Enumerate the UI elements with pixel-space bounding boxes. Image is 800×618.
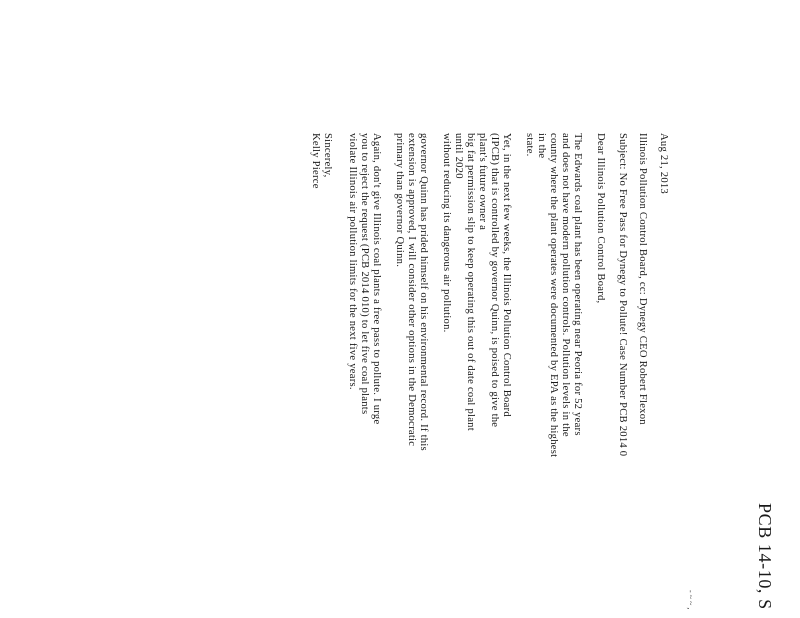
paragraph2-line: without reducing its dangerous air pollution. — [441, 133, 452, 333]
paragraph2-line: until 2020 — [453, 133, 464, 179]
paragraph4-line: Again, don't give Illinois coal plants a free pass to pollute. I urge — [371, 133, 382, 425]
paragraph3-line: primary than governor Quinn. — [394, 133, 405, 268]
letter-signature: Kelly Pierce — [310, 133, 321, 189]
paragraph3-line: extension is approved, I will consider other options in the Democratic — [406, 133, 417, 447]
paragraph1-line: in the — [536, 133, 547, 159]
letter-salutation: Dear Illinois Pollution Control Board, — [595, 133, 606, 304]
letter-closing: Sincerely, — [322, 133, 333, 178]
letter-date: Aug 21, 2013 — [658, 133, 669, 194]
pcb-case-stamp: PCB 14-10, S — [755, 503, 775, 610]
paragraph1-line: The Edwards coal plant has been operating near Peoria for 52 years — [572, 133, 583, 436]
paragraph2-line: plant's future owner a — [477, 133, 488, 231]
paragraph3-line: governor Quinn has prided himself on his environmental record. If this — [418, 133, 429, 451]
paragraph1-line: county where the plant operates were documented by EPA as the highest — [548, 133, 559, 458]
paragraph1-line: state. — [524, 133, 535, 157]
paragraph2-line: (IPCB) that is controlled by governor Quinn, is poised to give the — [489, 133, 500, 428]
letter-subject: Subject: No Free Pass for Dynegy to Pollute! Case Number PCB 2014 0 — [617, 133, 628, 457]
scan-margin-marks: - ~ ~ , — [686, 590, 695, 610]
paragraph4-line: you to reject the request (PCB 2014 010) to let five coal plants — [359, 133, 370, 415]
letter-addressee: Illinois Pollution Control Board, cc: Dynegy CEO Robert Flexon — [637, 133, 648, 425]
paragraph2-line: big fat permission slip to keep operating this out of date coal plant — [465, 133, 476, 431]
paragraph4-line: violate Illinois air pollution limits for the next five years. — [347, 133, 358, 390]
paragraph2-line: Yet, in the next few weeks, the Illinois Pollution Control Board — [501, 133, 512, 417]
paragraph1-line: and does not have modern pollution controls. Pollution levels in the — [560, 133, 571, 437]
